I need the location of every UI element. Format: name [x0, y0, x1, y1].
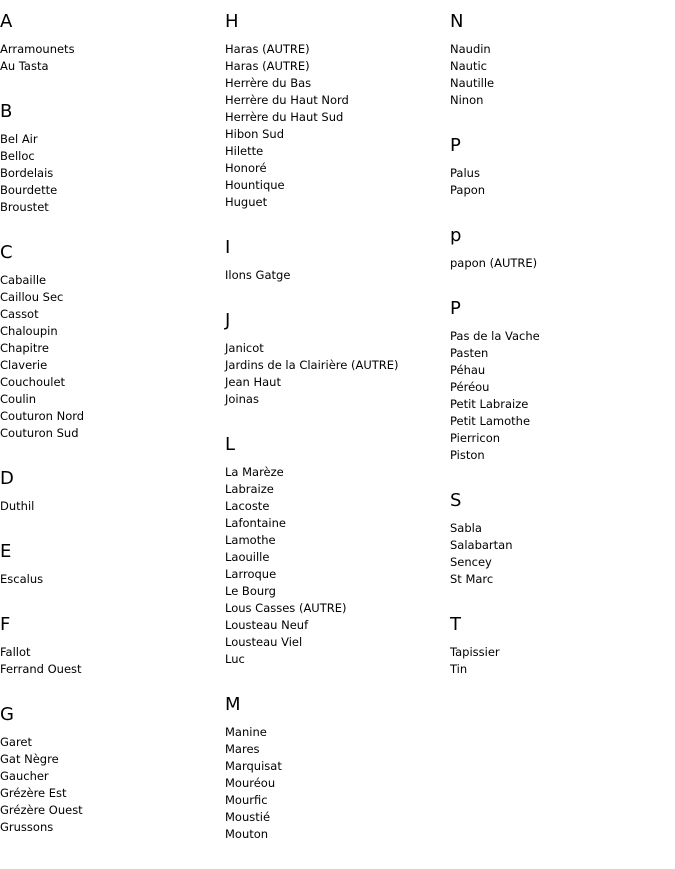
entry-list	[0, 571, 225, 588]
index-entry[interactable]: Mourfic	[225, 793, 268, 807]
index-entry[interactable]: Couturon Nord	[0, 409, 85, 423]
letter-heading: L	[225, 434, 236, 455]
letter-heading: A	[0, 11, 13, 32]
letter-heading: M	[225, 694, 241, 715]
entry-list	[450, 41, 675, 109]
index-entry[interactable]: Janicot	[225, 341, 264, 355]
index-entry[interactable]: Honoré	[225, 161, 267, 175]
index-entry[interactable]: Petit Labraize	[450, 397, 529, 411]
index-entry[interactable]: Joinas	[225, 392, 259, 406]
index-entry[interactable]: Broustet	[0, 200, 49, 214]
index-entry[interactable]: Chaloupin	[0, 324, 58, 338]
letter-group	[0, 468, 225, 515]
letter-group	[225, 310, 450, 408]
index-entry[interactable]: Lous Casses (AUTRE)	[225, 601, 347, 615]
letter-group	[0, 614, 225, 678]
letter-heading: E	[0, 541, 12, 562]
index-entry[interactable]: Tapissier	[450, 645, 500, 659]
letter-group	[225, 237, 450, 284]
letter-heading: D	[0, 468, 14, 489]
index-entry[interactable]: Escalus	[0, 572, 44, 586]
index-entry[interactable]: Laouille	[225, 550, 270, 564]
entry-list	[225, 340, 450, 408]
entry-list	[0, 644, 225, 678]
index-entry[interactable]: Gaucher	[0, 769, 49, 783]
letter-heading: N	[450, 11, 464, 32]
index-entry[interactable]: Pasten	[450, 346, 489, 360]
index-entry[interactable]: Hilette	[225, 144, 264, 158]
index-entry[interactable]: Bordelais	[0, 166, 54, 180]
index-entry[interactable]: Jean Haut	[225, 375, 281, 389]
index-entry[interactable]: Garet	[0, 735, 33, 749]
entry-list	[450, 255, 675, 272]
letter-group	[0, 101, 225, 216]
index-entry[interactable]: Fallot	[0, 645, 31, 659]
index-entry[interactable]: Piston	[450, 448, 485, 462]
index-entry[interactable]: Nautic	[450, 59, 487, 73]
index-entry[interactable]: Chapitre	[0, 341, 49, 355]
letter-group	[450, 225, 675, 272]
letter-heading: S	[450, 490, 462, 511]
letter-group	[0, 704, 225, 836]
letter-heading: B	[0, 101, 13, 122]
letter-heading: G	[0, 704, 14, 725]
index-entry[interactable]: Grézère Est	[0, 786, 67, 800]
letter-group	[0, 541, 225, 588]
letter-group	[225, 11, 450, 211]
index-entry[interactable]: Péréou	[450, 380, 490, 394]
index-entry[interactable]: Cabaille	[0, 273, 47, 287]
index-entry[interactable]: Huguet	[225, 195, 268, 209]
index-column-3	[450, 11, 675, 704]
entry-list	[0, 272, 225, 442]
index-entry[interactable]: Duthil	[0, 499, 35, 513]
index-entry[interactable]: Mares	[225, 742, 260, 756]
index-entry[interactable]: Luc	[225, 652, 245, 666]
index-entry[interactable]: Cassot	[0, 307, 39, 321]
letter-heading: I	[225, 237, 231, 258]
index-entry[interactable]: Grézère Ouest	[0, 803, 83, 817]
index-entry[interactable]: Pas de la Vache	[450, 329, 540, 343]
index-entry[interactable]: Couchoulet	[0, 375, 66, 389]
index-entry[interactable]: Lousteau Neuf	[225, 618, 309, 632]
letter-group	[450, 490, 675, 588]
index-entry[interactable]: Mouréou	[225, 776, 276, 790]
entry-list	[450, 328, 675, 464]
index-entry[interactable]: Papon	[450, 183, 486, 197]
letter-heading: P	[450, 298, 461, 319]
index-entry[interactable]: St Marc	[450, 572, 494, 586]
index-entry[interactable]: Hibon Sud	[225, 127, 285, 141]
index-entry[interactable]: Pierricon	[450, 431, 501, 445]
index-entry[interactable]: Petit Lamothe	[450, 414, 531, 428]
letter-heading: F	[0, 614, 11, 635]
index-entry[interactable]: Marquisat	[225, 759, 282, 773]
index-entry[interactable]: Jardins de la Clairière (AUTRE)	[225, 358, 399, 372]
index-entry[interactable]: Belloc	[0, 149, 35, 163]
index-entry[interactable]: Bourdette	[0, 183, 58, 197]
entry-list	[0, 498, 225, 515]
entry-list	[225, 41, 450, 211]
index-entry[interactable]: Naudin	[450, 42, 491, 56]
index-entry[interactable]: papon (AUTRE)	[450, 256, 538, 270]
index-entry[interactable]: Gat Nègre	[0, 752, 59, 766]
entry-list	[0, 131, 225, 216]
index-column-1	[0, 11, 225, 862]
letter-group	[0, 242, 225, 442]
letter-group	[450, 614, 675, 678]
index-entry[interactable]: Haras (AUTRE)	[225, 59, 310, 73]
entry-list	[450, 644, 675, 678]
letter-group	[225, 694, 450, 843]
entry-list	[225, 464, 450, 668]
index-entry[interactable]: Mouton	[225, 827, 269, 841]
index-entry[interactable]: Ilons Gatge	[225, 268, 291, 282]
letter-heading: p	[450, 225, 462, 246]
index-entry[interactable]: Salabartan	[450, 538, 513, 552]
index-column-2	[225, 11, 450, 869]
letter-group	[0, 11, 225, 75]
index-entry[interactable]: Le Bourg	[225, 584, 276, 598]
entry-list	[0, 41, 225, 75]
index-entry[interactable]: Haras (AUTRE)	[225, 42, 310, 56]
index-entry[interactable]: Coulin	[0, 392, 37, 406]
index-entry[interactable]: Couturon Sud	[0, 426, 79, 440]
index-entry[interactable]: Bel Air	[0, 132, 38, 146]
index-entry[interactable]: Ninon	[450, 93, 484, 107]
letter-group	[450, 11, 675, 109]
index-entry[interactable]: Lamothe	[225, 533, 276, 547]
entry-list	[225, 724, 450, 843]
index-entry[interactable]: Arramounets	[0, 42, 75, 56]
entry-list	[450, 520, 675, 588]
index-entry[interactable]: Grussons	[0, 820, 54, 834]
index-entry[interactable]: Ferrand Ouest	[0, 662, 82, 676]
entry-list	[225, 267, 450, 284]
index-entry[interactable]: Lafontaine	[225, 516, 286, 530]
entry-list	[0, 734, 225, 836]
index-entry[interactable]: Lacoste	[225, 499, 270, 513]
index-entry[interactable]: Herrère du Haut Nord	[225, 93, 349, 107]
index-entry[interactable]: Hountique	[225, 178, 285, 192]
index-entry[interactable]: Larroque	[225, 567, 277, 581]
index-entry[interactable]: Au Tasta	[0, 59, 49, 73]
letter-group	[225, 434, 450, 668]
letter-group	[450, 135, 675, 199]
index-entry[interactable]: Sencey	[450, 555, 492, 569]
index-entry[interactable]: Caillou Sec	[0, 290, 64, 304]
entry-list	[450, 165, 675, 199]
index-entry[interactable]: Palus	[450, 166, 480, 180]
index-entry[interactable]: Manine	[225, 725, 267, 739]
letter-heading: H	[225, 11, 239, 32]
index-entry[interactable]: Herrère du Bas	[225, 76, 312, 90]
index-entry[interactable]: Tin	[450, 662, 468, 676]
letter-heading: T	[450, 614, 461, 635]
index-entry[interactable]: La Marèze	[225, 465, 284, 479]
index-entry[interactable]: Claverie	[0, 358, 48, 372]
index-entry[interactable]: Nautille	[450, 76, 495, 90]
index-entry[interactable]: Lousteau Viel	[225, 635, 303, 649]
letter-heading: J	[225, 310, 231, 331]
index-entry[interactable]: Moustié	[225, 810, 271, 824]
letter-heading: P	[450, 135, 461, 156]
index-entry[interactable]: Péhau	[450, 363, 486, 377]
index-entry[interactable]: Labraize	[225, 482, 274, 496]
letter-group	[450, 298, 675, 464]
index-entry[interactable]: Herrère du Haut Sud	[225, 110, 344, 124]
index-entry[interactable]: Sabla	[450, 521, 482, 535]
letter-heading: C	[0, 242, 13, 263]
